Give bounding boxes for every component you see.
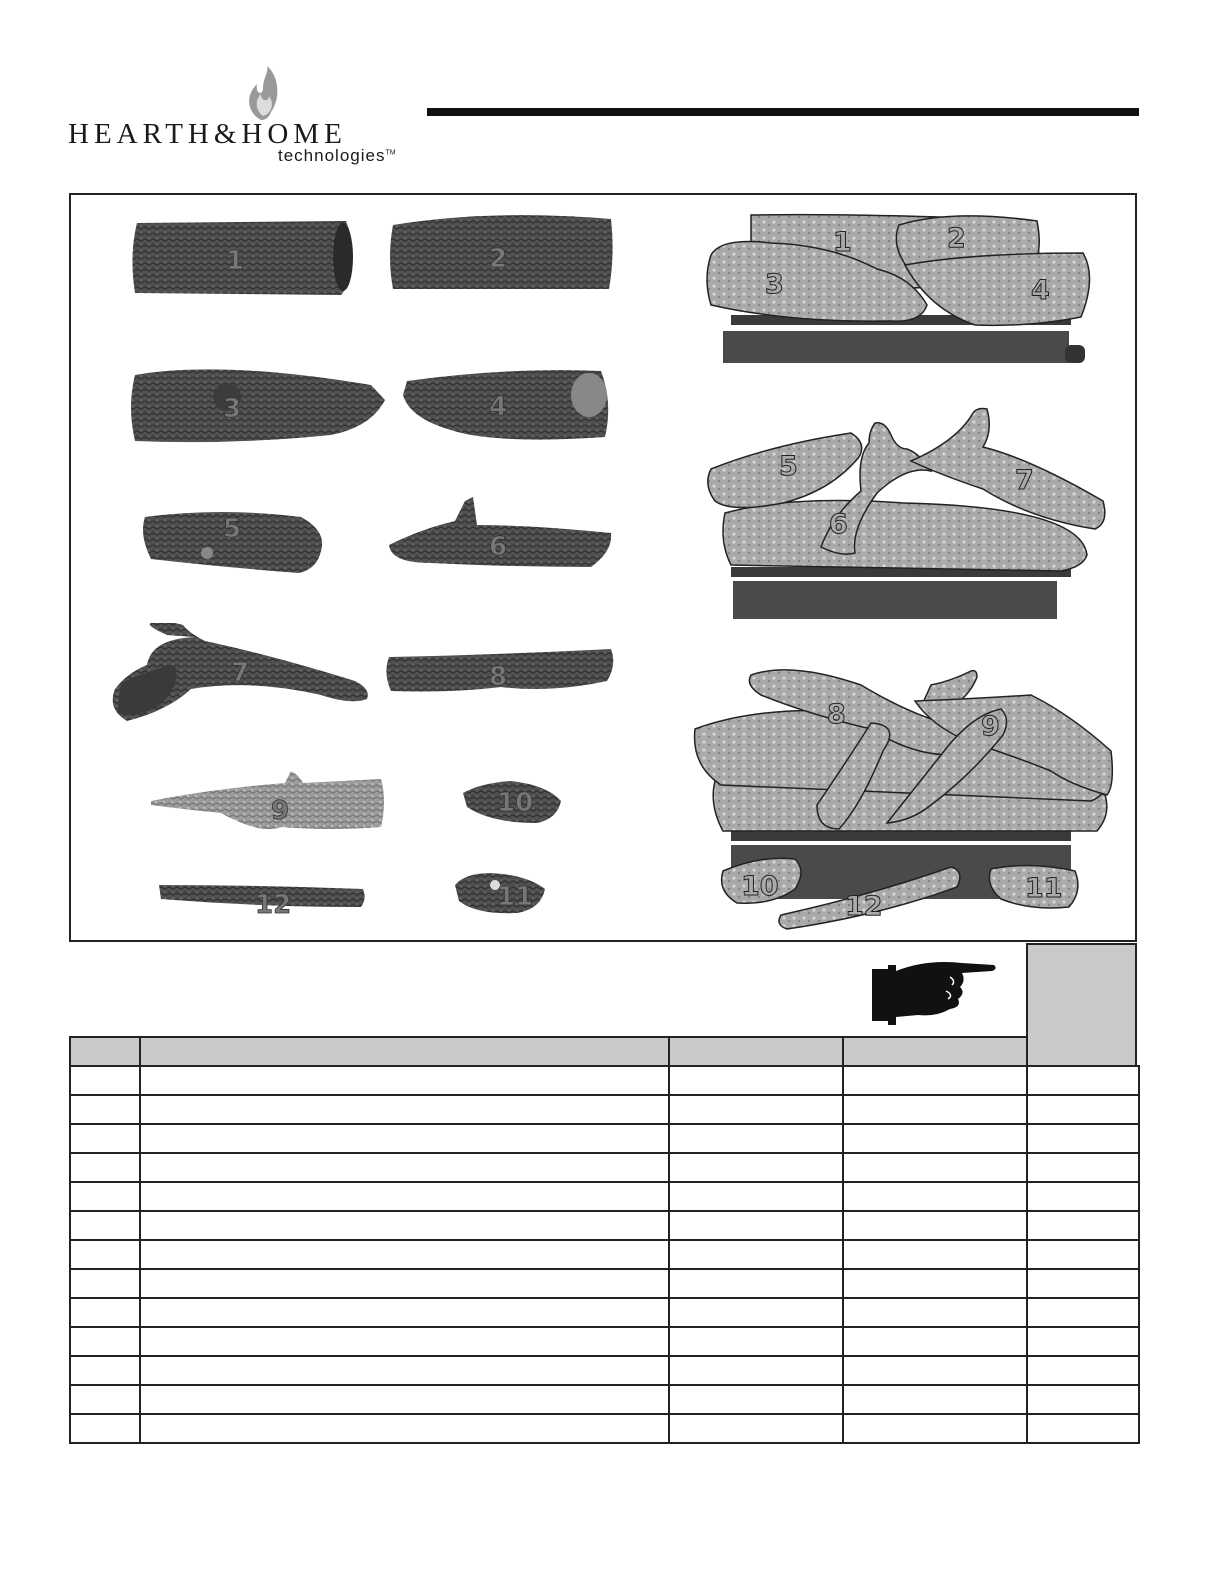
table-cell <box>1027 1182 1139 1211</box>
table-cell <box>140 1385 669 1414</box>
table-cell <box>669 1356 843 1385</box>
table-row <box>70 1095 1139 1124</box>
table-cell <box>70 1211 140 1240</box>
table-cell <box>140 1153 669 1182</box>
table-cell <box>669 1385 843 1414</box>
table-cell <box>843 1327 1027 1356</box>
log-photo-1 <box>132 221 353 295</box>
table-cell <box>1027 1414 1139 1443</box>
log-photo-10 <box>463 781 561 823</box>
table-cell <box>843 1182 1027 1211</box>
diagram-label-2: 2 <box>947 223 966 254</box>
diagram-label-11: 11 <box>1025 873 1063 904</box>
table-row <box>70 1153 1139 1182</box>
table-cell <box>70 1153 140 1182</box>
placement-diagram-step-3 <box>695 670 1113 929</box>
table-cell <box>1027 1327 1139 1356</box>
table-cell <box>669 1298 843 1327</box>
diagram-label-1: 1 <box>833 227 852 258</box>
table-cell <box>140 1356 669 1385</box>
diagram-label-9: 9 <box>981 711 1000 742</box>
table-cell <box>1027 1124 1139 1153</box>
table-row <box>70 1182 1139 1211</box>
log-photo-3 <box>131 369 385 442</box>
table-cell <box>70 1066 140 1095</box>
table-cell <box>669 1153 843 1182</box>
log-label-9: 9 <box>271 796 290 826</box>
diagram-label-5: 5 <box>779 451 798 482</box>
table-cell <box>1027 1240 1139 1269</box>
log-photo-8 <box>386 649 613 692</box>
log-label-1: 1 <box>226 246 245 276</box>
table-cell <box>669 1211 843 1240</box>
table-cell <box>1027 1066 1139 1095</box>
table-cell <box>1027 1356 1139 1385</box>
log-photo-2 <box>390 215 613 289</box>
table-cell <box>843 1095 1027 1124</box>
table-cell <box>140 1211 669 1240</box>
placement-diagram-step-2 <box>708 409 1105 620</box>
table-row <box>70 1124 1139 1153</box>
table-cell <box>70 1298 140 1327</box>
log-label-8: 8 <box>489 662 508 692</box>
table-cell <box>1027 1269 1139 1298</box>
log-photo-7 <box>113 623 368 721</box>
diagram-label-7: 7 <box>1015 465 1034 496</box>
log-label-12: 12 <box>255 890 292 920</box>
pointing-hand-icon <box>866 955 998 1025</box>
log-photo-12 <box>159 885 365 920</box>
log-label-2: 2 <box>489 244 508 274</box>
table-cell <box>70 1414 140 1443</box>
table-cell <box>669 1414 843 1443</box>
log-photo-6 <box>389 497 611 567</box>
table-cell <box>843 1124 1027 1153</box>
table-cell <box>669 1124 843 1153</box>
header-cell <box>140 1037 669 1066</box>
log-label-4: 4 <box>489 392 508 422</box>
log-label-10: 10 <box>497 788 534 818</box>
table-cell <box>140 1298 669 1327</box>
table-cell <box>843 1356 1027 1385</box>
table-cell <box>70 1182 140 1211</box>
table-cell <box>843 1414 1027 1443</box>
table-row <box>70 1414 1139 1443</box>
table-cell <box>70 1095 140 1124</box>
brand-logo <box>66 66 411 170</box>
table-cell <box>669 1182 843 1211</box>
diagram-label-3: 3 <box>765 269 784 300</box>
table-cell <box>140 1124 669 1153</box>
table-cell <box>140 1066 669 1095</box>
table-cell <box>140 1182 669 1211</box>
table-cell <box>669 1240 843 1269</box>
table-row <box>70 1269 1139 1298</box>
log-photo-9 <box>151 771 384 829</box>
diagram-label-4: 4 <box>1031 275 1050 306</box>
log-illustrations <box>71 195 1137 942</box>
header-cell <box>669 1037 843 1066</box>
table-cell <box>1027 1385 1139 1414</box>
brand-subtitle: technologies™ <box>278 146 396 165</box>
table-row <box>70 1240 1139 1269</box>
header-cell <box>1027 1037 1139 1066</box>
brand-name: HEARTH&HOME <box>68 118 347 150</box>
table-row <box>70 1298 1139 1327</box>
table-cell <box>1027 1095 1139 1124</box>
table-cell <box>70 1385 140 1414</box>
diagram-label-12: 12 <box>845 891 883 922</box>
diagram-label-6: 6 <box>829 509 848 540</box>
log-label-6: 6 <box>489 532 508 562</box>
log-photo-11 <box>455 873 545 913</box>
header-rule <box>427 108 1139 116</box>
table-cell <box>140 1414 669 1443</box>
parts-table <box>69 1036 1140 1444</box>
table-cell <box>140 1327 669 1356</box>
table-cell <box>669 1269 843 1298</box>
table-cell <box>843 1153 1027 1182</box>
table-row <box>70 1066 1139 1095</box>
log-label-5: 5 <box>223 514 242 544</box>
log-label-7: 7 <box>231 658 250 688</box>
table-cell <box>843 1211 1027 1240</box>
table-cell <box>843 1066 1027 1095</box>
log-label-3: 3 <box>223 394 242 424</box>
log-photo-5 <box>143 512 322 573</box>
table-row <box>70 1356 1139 1385</box>
table-cell <box>140 1095 669 1124</box>
header-cell <box>843 1037 1027 1066</box>
table-cell <box>140 1269 669 1298</box>
table-cell <box>669 1066 843 1095</box>
table-row <box>70 1327 1139 1356</box>
diagram-label-10: 10 <box>741 871 779 902</box>
diagram-label-8: 8 <box>827 699 846 730</box>
table-cell <box>843 1240 1027 1269</box>
header-cell <box>70 1037 140 1066</box>
table-cell <box>843 1385 1027 1414</box>
table-cell <box>140 1240 669 1269</box>
table-cell <box>70 1327 140 1356</box>
log-label-11: 11 <box>497 882 534 912</box>
table-cell <box>70 1269 140 1298</box>
table-cell <box>843 1269 1027 1298</box>
table-cell <box>843 1298 1027 1327</box>
table-cell <box>669 1327 843 1356</box>
table-cell <box>1027 1153 1139 1182</box>
log-photo-4 <box>403 370 608 439</box>
table-cell <box>70 1124 140 1153</box>
table-header-row <box>70 1037 1139 1066</box>
table-cell <box>1027 1298 1139 1327</box>
table-cell <box>1027 1211 1139 1240</box>
table-cell <box>669 1095 843 1124</box>
table-row <box>70 1211 1139 1240</box>
table-row <box>70 1385 1139 1414</box>
flame-icon <box>241 66 281 122</box>
table-cell <box>70 1356 140 1385</box>
table-cell <box>70 1240 140 1269</box>
placement-diagram-step-1 <box>707 215 1090 363</box>
log-figure-panel <box>69 193 1137 942</box>
